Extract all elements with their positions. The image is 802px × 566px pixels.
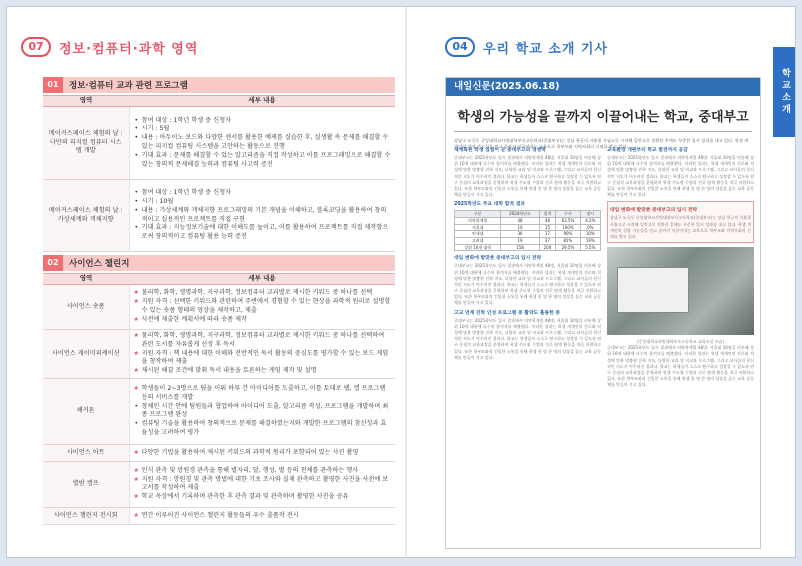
section-title: 정보·컴퓨터·과학 영역 — [59, 41, 199, 57]
subsection-title: 사이언스 챌린지 — [69, 259, 130, 269]
area-cell: 사이언스 숏폼 — [43, 285, 129, 330]
area-cell: 메이커스페이스 체험의 날 : 나만의 피지컬 컴퓨터 시스템 개발 — [43, 107, 129, 180]
subsection-number: 01 — [43, 77, 63, 93]
table-header: 영역 — [43, 96, 129, 107]
section-header-left — [21, 37, 198, 57]
detail-item: • 내용 : 가상세계와 객체지향 프로그래밍의 기본 개념을 이해하고, 블록코딩을 활용하여 창의적이고 실용적인 프로젝트를 직접 구현 — [134, 207, 392, 225]
article-text: 중대부고는 2025학년도 입시 결과에서 의약학계열 48명, 서울대 10명을 비롯해 상위 10개 대학에 다수의 합격자를 배출했다. 이러한 성과는 학생 개개인의 진로와 적성에 맞춘 맞춤형 진학 지도, 다양한 교과 및 비교과 프로그램, 그리고 교사들의 헌신적인 지도가 어우러진 결과다. 학교는 학생들이 스스로 탐구하고 성장할 수 있도록 연구 중심의 교육과정을 운영하며 학생 주도형 수업과 진로 탐색 활동을 적극 지원하고 있다. 또한 학부모와의 긴밀한 소통을 통해 학생 한 명 한 명의 성장을 돕는 교육 공동체를 만들어 가고 있다. — [454, 317, 601, 360]
table-header: 2024학년도 — [501, 211, 539, 218]
subsection-number: 02 — [43, 255, 63, 271]
article-subheading: 대입 변화에 발맞춘 중대부고의 입시 전략 — [454, 256, 542, 262]
table-row — [43, 285, 395, 330]
detail-item: • 참여 대상 : 1학년 학생 중 신청자 — [134, 117, 392, 126]
table-row — [43, 507, 395, 524]
article-text: 중대부고는 2025학년도 입시 결과에서 의약학계열 48명, 서울대 10명을 비롯해 상위 10개 대학에 다수의 합격자를 배출했다. 이러한 성과는 학생 개개인의 진로와 적성에 맞춘 맞춤형 진학 지도, 다양한 교과 및 비교과 프로그램, 그리고 교사들의 헌신적인 지도가 어우러진 결과다. 학교는 학생들이 스스로 탐구하고 성장할 수 있도록 연구 중심의 교육과정을 운영하며 학생 주도형 수업과 진로 탐색 활동을 적극 지원하고 있다. 또한 학부모와의 긴밀한 소통을 통해 학생 한 명 한 명의 성장을 돕는 교육 공동체를 만들어 가고 있다. — [454, 263, 601, 306]
table-row: 의약학계열 48 48 63.5% 4.2% — [455, 217, 601, 224]
subsection-band-2 — [43, 255, 395, 271]
detail-item: • 참여 대상 : 1학년 학생 중 신청자 — [134, 189, 392, 198]
detail-item: ★ 인식 관측 및 망원경 관측을 통해 별자리, 달, 행성, 별 등의 천체를 관측하는 행사 — [134, 467, 392, 476]
left-page — [7, 7, 405, 558]
table-row — [43, 180, 395, 252]
detail-item: ★ 지원 자격 : 책 내용에 대한 이해와 전반적인 독서 활동의 중심도를 평가할 수 있는 보드 게임을 창작하여 제출 — [134, 350, 392, 368]
detail-item: ★ 학교 옥상에서 기록하며 관측한 후 관측 결과 및 관측하며 촬영한 사진을 공유 — [134, 493, 392, 502]
area-cell: 메이커스페이스 체험의 날 : 가상세계와 객체지향 — [43, 180, 129, 252]
program-table-2 — [43, 273, 395, 525]
detail-item: • 시기 : 10월 — [134, 198, 392, 207]
subsection-title: 정보·컴퓨터 교과 관련 프로그램 — [69, 81, 188, 91]
detail-item: ★ 물리학, 화학, 생명과학, 지구과학, 정보컴퓨터 교과별로 제시한 키워드 중 하나를 선택 — [134, 289, 392, 298]
detail-item: ★ 지원 자격 : 선택한 키워드와 관련하여 주변에서 경험할 수 있는 현상을 과학적 원리로 설명할 수 있는 숏폼 형태의 영상을 제작하고, 제출 — [134, 298, 392, 316]
article-text: 중대부고는 2025학년도 입시 결과에서 의약학계열 48명, 서울대 10명을 비롯해 상위 10개 대학에 다수의 합격자를 배출했다. 이러한 성과는 학생 개개인의 진로와 적성에 맞춘 맞춤형 진학 지도, 다양한 교과 및 비교과 프로그램, 그리고 교사들의 헌신적인 지도가 어우러진 결과다. 학교는 학생들이 스스로 탐구하고 성장할 수 있도록 연구 중심의 교육과정을 운영하며 학생 주도형 수업과 진로 탐색 활동을 적극 지원하고 있다. 또한 학부모와의 긴밀한 소통을 통해 학생 한 명 한 명의 성장을 돕는 교육 공동체를 만들어 가고 있다. — [454, 155, 601, 198]
section-number: 07 — [21, 37, 51, 57]
article-columns — [454, 144, 754, 544]
table-header: 영역 — [43, 274, 129, 285]
detail-item: • 내용 : 아두이노 보드와 다양한 센서를 활용한 예제를 실습한 후, 실생활 속 문제를 해결할 수 있는 피지컬 컴퓨팅 시스템을 고안하는 활동으로 진행 — [134, 134, 392, 152]
classroom-photo — [607, 247, 754, 335]
table-header: 세부 내용 — [129, 274, 395, 285]
table-row — [43, 330, 395, 379]
detail-item: ★ 다양한 기법을 활용하여 제시된 키워드의 과학적 원리가 포함되어 있는 사진 촬영 — [134, 449, 392, 458]
article-column-right — [607, 144, 754, 544]
detail-item: ★ 사전에 제출한 계획서에 따라 숏폼 제작 — [134, 316, 392, 325]
table-header: 정시 — [580, 211, 600, 218]
table-row — [43, 461, 395, 507]
detail-item: ★ 연간 이루어진 사이언스 챌린지 활동들의 우수 출품작 전시 — [134, 512, 392, 521]
area-cell: 사이언스 챌린지 전시회 — [43, 507, 129, 524]
brochure-spread — [6, 6, 796, 558]
program-table-1 — [43, 95, 395, 252]
info-box-title: 대입 변화에 발맞춘 중대부고의 입시 전략 — [610, 208, 698, 214]
newspaper-clipping — [445, 77, 761, 549]
detail-item: ★ 지원 자격 : 망원경 및 관측 방법에 대한 기초 조사와 실제 관측하고 촬영한 사진을 사전에 보고서를 작성하여 제출 — [134, 476, 392, 494]
table-row: 서울대 10 15 100% 0% — [455, 224, 601, 231]
info-box-text: 강남구 도곡동 중앙대학교사범대학부속고등학교(중대부고)는 강남 학군의 자율형 사립고로 시작해 일반고로 전환한 후에도 꾸준한 입시 성과를 내고 있다. 학생 개개인의 성장 가능성을 믿고 끝까지 이끌어내는 교육으로 학부모와 지역사회의 신뢰를 받고 있다. — [610, 215, 751, 239]
detail-item: • 컴퓨팅 기술을 활용하여 창의적으로 문제를 해결하였는지와 개발한 프로그램의 참신성과 효율성을 고려하여 평가 — [134, 420, 392, 438]
subsection-band-1 — [43, 77, 395, 93]
table-row — [43, 107, 395, 180]
section-title: 우리 학교 소개 기사 — [483, 41, 609, 57]
section-header-right — [445, 37, 608, 57]
table-header: 구분 — [455, 211, 501, 218]
article-subheading: 교육환경 개편부터 학교 발전까지 공감 — [607, 148, 688, 153]
table-header: 세부 내용 — [129, 96, 395, 107]
area-cell: 해커톤 — [43, 378, 129, 444]
table-row — [43, 444, 395, 461]
detail-item: ★ 제시된 해결 조건에 맞춰 독서 내용을 토론하는 게임 제작 및 설명 — [134, 367, 392, 376]
table-header: 수시 — [556, 211, 580, 218]
results-table — [454, 210, 601, 251]
table-row: 상위 10개 대학 158 200 29.5% 5.5% — [455, 244, 601, 251]
article-lede: 강남구 도곡동 중앙대학교사범대학부속고등학교(중대부고)는 강남 학군의 자율형 사립고로 시작해 일반고로 전환한 후에도 꾸준한 입시 성과를 내고 있다. 학생 개개인의 성장 가능성을 믿고 끝까지 이끌어내는 교육으로 학부모와 지역사회의 신뢰를 받고 있다. — [454, 138, 749, 149]
detail-item: • 시기 : 5월 — [134, 125, 392, 134]
article-column-left — [454, 144, 601, 544]
article-subheading: 고교 연계 진학 인성 프로그램 중 활약도 훌륭한 중 — [454, 310, 561, 316]
divider — [454, 131, 752, 132]
detail-item: ★ 학생들이 2~3명으로 팀을 이뤄 하루 간 아이디어를 도출하고, 이를 토대로 웹, 앱 프로그램 등의 서비스를 개발 — [134, 385, 392, 403]
detail-item: • 기대 효과 : 지능정보기술에 대한 이해도를 높이고, 이를 활용하여 프로젝트를 직접 제작함으로써 창의적이고 컴퓨팅 활용 능력 증진 — [134, 224, 392, 242]
area-cell: 사이언스 아트 — [43, 444, 129, 461]
area-cell: 사이언스 게이미피케이션 — [43, 330, 129, 379]
table-row — [43, 378, 395, 444]
section-number: 04 — [445, 37, 475, 57]
article-subheading: 체계화된 학생 입결이 곧 중대부고의 경쟁력 — [454, 148, 546, 153]
info-box — [607, 201, 754, 243]
area-cell: 별밤 캠프 — [43, 461, 129, 507]
table-row: 고려대 19 37 81% 19% — [455, 238, 601, 245]
detail-item: • 기대 효과 : 문제를 해결할 수 있는 알고리즘을 직접 작성하고 이를 프로그래밍으로 해결할 수 있는 창의적 문제해결 능력과 컴퓨팅 사고력 증진 — [134, 152, 392, 170]
side-tab: 학교소개 — [773, 47, 796, 137]
detail-item: • 창체인 시간 안에 팀원들과 협업하여 아이디어 도출, 알고리즘 작성, 프로그램을 개발하며 최종 프로그램 완성 — [134, 403, 392, 421]
article-subheading: 2025학년도 주요 대학 합격 결과 — [454, 202, 526, 208]
article-text: 중대부고는 2025학년도 입시 결과에서 의약학계열 48명, 서울대 10명을 비롯해 상위 10개 대학에 다수의 합격자를 배출했다. 이러한 성과는 학생 개개인의 진로와 적성에 맞춘 맞춤형 진학 지도, 다양한 교과 및 비교과 프로그램, 그리고 교사들의 헌신적인 지도가 어우러진 결과다. 학교는 학생들이 스스로 탐구하고 성장할 수 있도록 연구 중심의 교육과정을 운영하며 학생 주도형 수업과 진로 탐색 활동을 적극 지원하고 있다. 또한 학부모와의 긴밀한 소통을 통해 학생 한 명 한 명의 성장을 돕는 교육 공동체를 만들어 가고 있다. — [607, 345, 754, 388]
article-text: 중대부고는 2025학년도 입시 결과에서 의약학계열 48명, 서울대 10명을 비롯해 상위 10개 대학에 다수의 합격자를 배출했다. 이러한 성과는 학생 개개인의 진로와 적성에 맞춘 맞춤형 진학 지도, 다양한 교과 및 비교과 프로그램, 그리고 교사들의 헌신적인 지도가 어우러진 결과다. 학교는 학생들이 스스로 탐구하고 성장할 수 있도록 연구 중심의 교육과정을 운영하며 학생 주도형 수업과 진로 탐색 활동을 적극 지원하고 있다. 또한 학부모와의 긴밀한 소통을 통해 학생 한 명 한 명의 성장을 돕는 교육 공동체를 만들어 가고 있다. — [607, 155, 754, 198]
table-row: 연세대 36 37 90% 10% — [455, 231, 601, 238]
table-header: 합격 — [539, 211, 556, 218]
photo-caption: (중앙대학교사범대학부속고등학교 교과교실 모습) — [637, 339, 724, 345]
newspaper-header: 내일신문(2025.06.18) — [446, 78, 760, 96]
article-headline: 학생의 가능성을 끝까지 이끌어내는 학교, 중대부고 — [457, 110, 749, 125]
detail-item: ★ 물리학, 화학, 생명과학, 지구과학, 정보컴퓨터 교과별로 제시한 키워드 중 하나를 선택하여 관련 도서를 자유롭게 선정 후 독서 — [134, 332, 392, 350]
right-page — [407, 7, 796, 558]
